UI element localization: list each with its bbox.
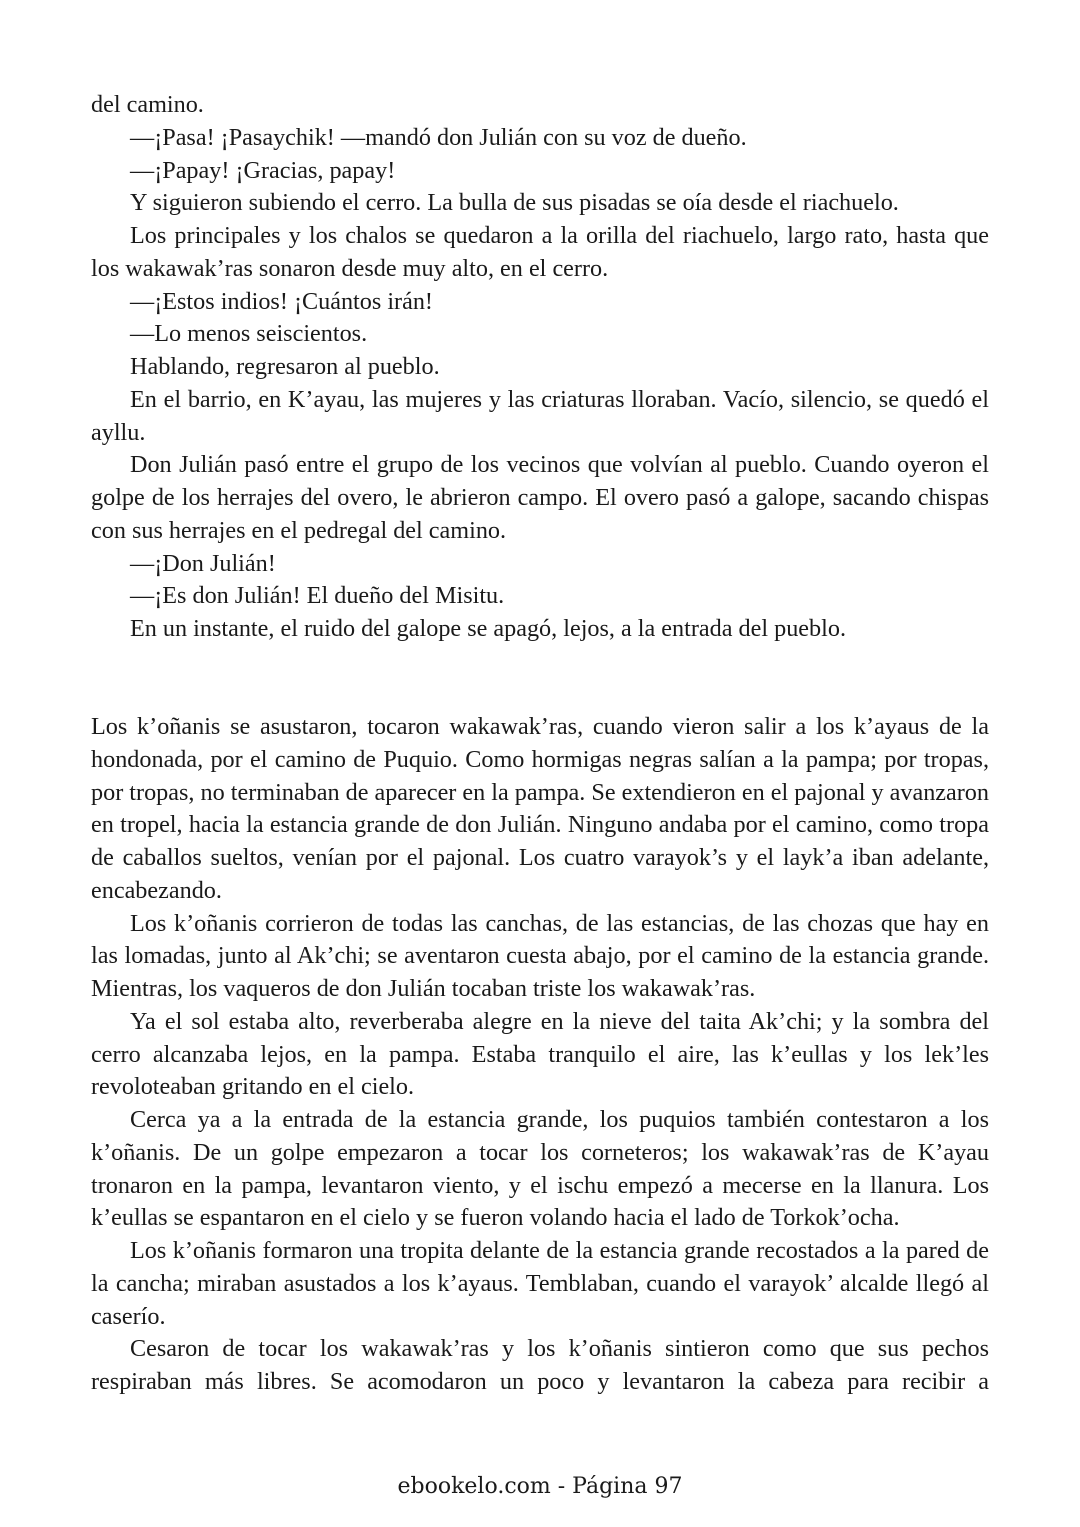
paragraph: Los k’oñanis se asustaron, tocaron wakawak’ras, cuando vieron salir a los k’ayaus de la hondonada, por el camino de Puquio. Como hormigas negras salían a la pampa; por tropas, por tropas, no terminaban de aparecer en la pampa. Se extendieron en el pajonal y avanzaron en tropel, hacia la estancia grande de don Julián. Ninguno andaba por el camino, como tropa de caballos sueltos, venían por el pajonal. Los cuatro varayok’s y el layk’a iban adelante, encabezando. xyxy=(91,713,989,904)
paragraph: Hablando, regresaron al pueblo. xyxy=(130,353,440,380)
paragraph: —¡Don Julián! xyxy=(130,549,276,577)
paragraph: —¡Pasa! ¡Pasaychik! —mandó don Julián con su voz de dueño. xyxy=(130,123,747,151)
paragraph: Y siguieron subiendo el cerro. La bulla de sus pisadas se oía desde el riachuelo. xyxy=(130,189,899,217)
text-section-1 xyxy=(91,89,989,646)
paragraph: —¡Estos indios! ¡Cuántos irán! xyxy=(130,287,433,315)
paragraph: Los k’oñanis formaron una tropita delante de la estancia grande recostados a la pared de la cancha; miraban asustados a los k’ayaus. Temblaban, cuando el varayok’ alcalde llegó al caserío. xyxy=(91,1237,989,1330)
paragraph: En un instante, el ruido del galope se apagó, lejos, a la entrada del pueblo. xyxy=(130,615,846,642)
paragraph: Los k’oñanis corrieron de todas las canchas, de las estancias, de las chozas que hay en las lomadas, junto al Ak’chi; se aventaron cuesta abajo, por el camino de la estancia grande. Mientras, los vaqueros de don Julián tocaban triste los wakawak’ras. xyxy=(91,909,989,1002)
paragraph-continued: Cesaron de tocar los wakawak’ras y los k’oñanis sintieron como que sus pechos respiraban más libres. Se acomodaron un poco y levantaron la cabeza para recibir a xyxy=(91,1335,989,1395)
paragraph: Los principales y los chalos se quedaron a la orilla del riachuelo, largo rato, hasta que los wakawak’ras sonaron desde muy alto, en el cerro. xyxy=(91,222,989,282)
paragraph: del camino. xyxy=(91,91,204,118)
paragraph: —¡Papay! ¡Gracias, papay! xyxy=(130,156,396,184)
paragraph: —¡Es don Julián! El dueño del Misitu. xyxy=(130,582,505,610)
page-footer: ebookelo.com - Página 97 xyxy=(397,1474,683,1499)
paragraph: Don Julián pasó entre el grupo de los vecinos que volvían al pueblo. Cuando oyeron el golpe de los herrajes del overo, le abrieron campo. El overo pasó a galope, sacando chispas con sus herrajes en el pedregal del camino. xyxy=(91,451,989,544)
paragraph: En el barrio, en K’ayau, las mujeres y las criaturas lloraban. Vacío, silencio, se quedó el ayllu. xyxy=(91,385,989,446)
paragraph: Ya el sol estaba alto, reverberaba alegre en la nieve del taita Ak’chi; y la sombra del cerro alcanzaba lejos, en la pampa. Estaba tranquilo el aire, las k’eullas y los lek’les revoloteaban gritando en el cielo. xyxy=(91,1007,989,1101)
text-section-2 xyxy=(91,711,989,1399)
paragraph: —Lo menos seiscientos. xyxy=(130,320,368,348)
paragraph: Cerca ya a la entrada de la estancia grande, los puquios también contestaron a los k’oñanis. De un golpe empezaron a tocar los corneteros; los wakawak’ras de K’ayau tronaron en la pampa, levantaron viento, y el ischu empezó a mecerse en la llanura. Los k’eullas se espantaron en el cielo y se fueron volando hacia el lado de Torkok’ocha. xyxy=(91,1106,989,1232)
